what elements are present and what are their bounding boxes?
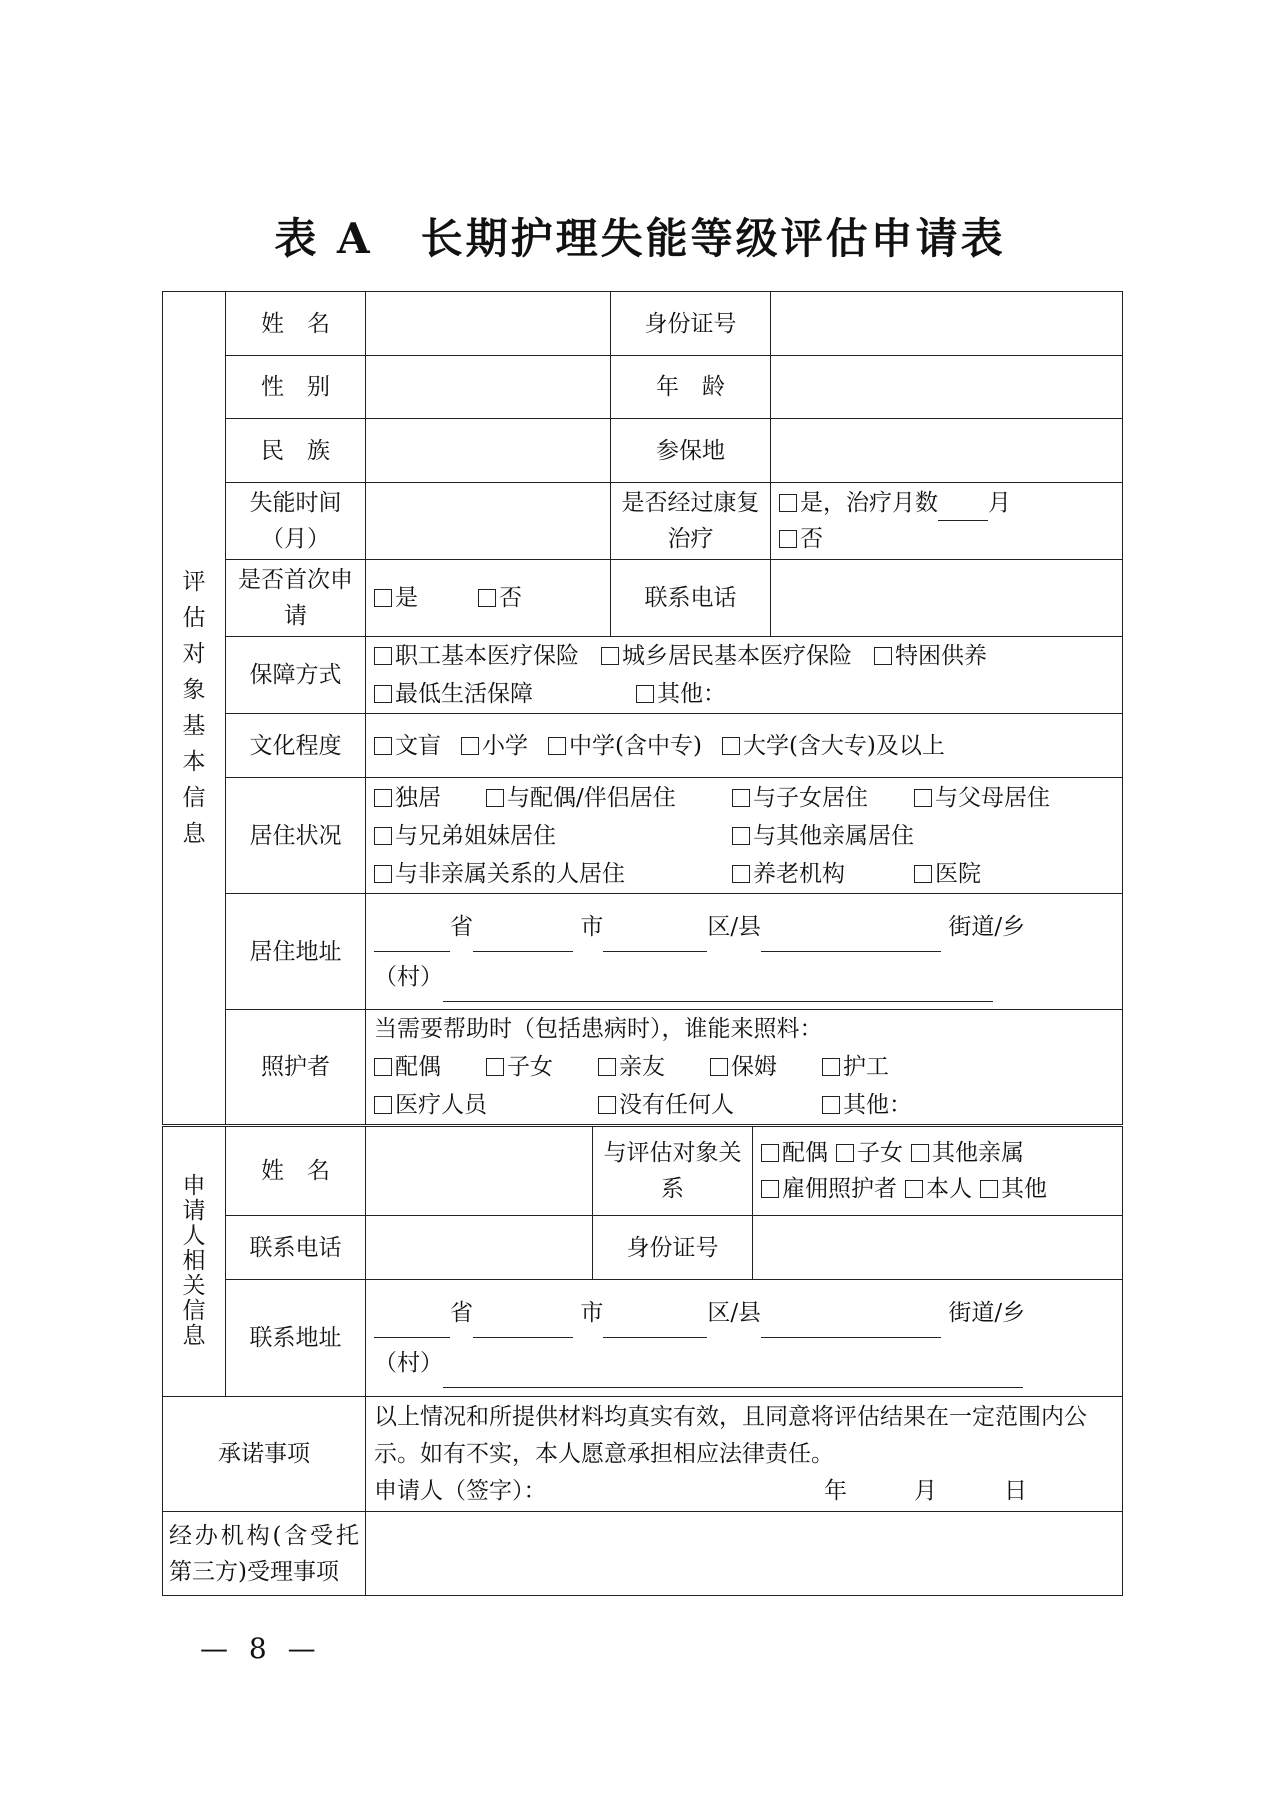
security-option-label: 城乡居民基本医疗保险 bbox=[622, 643, 852, 669]
education-option-label: 文盲 bbox=[395, 732, 441, 759]
relation-option-label: 本人 bbox=[926, 1176, 972, 1202]
agency-field[interactable] bbox=[366, 1512, 1123, 1596]
living-option-checkbox[interactable] bbox=[374, 827, 392, 845]
applicant-phone-field[interactable] bbox=[366, 1216, 593, 1280]
security-label: 保障方式 bbox=[226, 637, 366, 714]
first-no-checkbox[interactable] bbox=[478, 589, 496, 607]
caregiver-option-label: 其他： bbox=[843, 1092, 912, 1118]
caregiver-option-label: 没有任何人 bbox=[619, 1092, 734, 1118]
rehab-yes-label: 是，治疗月数 bbox=[800, 490, 938, 516]
year-label: 年 bbox=[824, 1477, 847, 1504]
living-option-label: 与兄弟姐妹居住 bbox=[395, 822, 556, 849]
first-yes-label: 是 bbox=[395, 585, 418, 611]
caregiver-option-checkbox[interactable] bbox=[598, 1096, 616, 1114]
applicant-name-field[interactable] bbox=[366, 1127, 593, 1216]
caregiver-option-label: 医疗人员 bbox=[395, 1092, 487, 1118]
city-field[interactable] bbox=[473, 1311, 573, 1338]
disability-time-field[interactable] bbox=[366, 483, 611, 560]
disability-time-label: 失能时间（月） bbox=[226, 483, 366, 560]
living-option-checkbox[interactable] bbox=[374, 865, 392, 883]
living-option-label: 与配偶/伴侣居住 bbox=[507, 784, 676, 811]
relation-option-label: 子女 bbox=[857, 1140, 903, 1166]
insured-place-label: 参保地 bbox=[611, 419, 771, 483]
province-field[interactable] bbox=[374, 1311, 450, 1338]
district-field[interactable] bbox=[603, 925, 707, 952]
name-field[interactable] bbox=[366, 292, 611, 356]
province-label: 省 bbox=[450, 913, 473, 940]
caregiver-option-checkbox[interactable] bbox=[374, 1096, 392, 1114]
living-option-checkbox[interactable] bbox=[914, 865, 932, 883]
relation-option-checkbox[interactable] bbox=[836, 1144, 854, 1162]
caregiver-option-checkbox[interactable] bbox=[486, 1058, 504, 1076]
table-code: 表 A bbox=[274, 214, 373, 263]
caregiver-option-label: 护工 bbox=[843, 1054, 889, 1080]
applicant-address-label: 联系地址 bbox=[226, 1280, 366, 1397]
education-option-checkbox[interactable] bbox=[722, 737, 740, 755]
relation-option-checkbox[interactable] bbox=[761, 1180, 779, 1198]
living-option-label: 与子女居住 bbox=[753, 784, 868, 811]
district-label: 区/县 bbox=[707, 913, 762, 940]
caregiver-label: 照护者 bbox=[226, 1010, 366, 1125]
district-field[interactable] bbox=[603, 1311, 707, 1338]
relation-option-label: 配偶 bbox=[782, 1140, 828, 1166]
rehab-no-checkbox[interactable] bbox=[779, 530, 797, 548]
section1-label: 评估对象基本信息 bbox=[163, 292, 226, 1125]
applicant-name-label: 姓 名 bbox=[226, 1127, 366, 1216]
living-option-checkbox[interactable] bbox=[732, 865, 750, 883]
id-field[interactable] bbox=[771, 292, 1123, 356]
rehab-yes-checkbox[interactable] bbox=[779, 494, 797, 512]
education-option-label: 大学(含大专)及以上 bbox=[742, 732, 945, 759]
living-option-label: 与父母居住 bbox=[935, 784, 1050, 811]
applicant-form bbox=[162, 1126, 1123, 1596]
relation-option-checkbox[interactable] bbox=[911, 1144, 929, 1162]
rehab-no-label: 否 bbox=[800, 526, 823, 552]
village-label: （村） bbox=[374, 1350, 443, 1376]
caregiver-option-label: 子女 bbox=[507, 1054, 553, 1080]
first-no-label: 否 bbox=[499, 585, 522, 611]
first-apply-label: 是否首次申请 bbox=[226, 560, 366, 637]
security-option-checkbox[interactable] bbox=[874, 647, 892, 665]
rehab-month-unit: 月 bbox=[988, 490, 1011, 516]
street-field[interactable] bbox=[761, 925, 941, 952]
relation-option-checkbox[interactable] bbox=[980, 1180, 998, 1198]
caregiver-option-checkbox[interactable] bbox=[822, 1096, 840, 1114]
first-apply-options bbox=[366, 560, 611, 637]
living-option-checkbox[interactable] bbox=[732, 789, 750, 807]
living-option-checkbox[interactable] bbox=[732, 827, 750, 845]
relation-label: 与评估对象关系 bbox=[593, 1127, 753, 1216]
living-option-label: 医院 bbox=[935, 860, 981, 887]
relation-option-label: 其他 bbox=[1001, 1176, 1047, 1202]
first-yes-checkbox[interactable] bbox=[374, 589, 392, 607]
signature-label: 申请人（签字）： bbox=[374, 1477, 547, 1504]
street-label: 街道/乡 bbox=[948, 913, 1026, 940]
page-title bbox=[0, 206, 1280, 266]
living-option-checkbox[interactable] bbox=[374, 789, 392, 807]
security-option-label: 特困供养 bbox=[895, 643, 987, 669]
page-number: — 8 — bbox=[200, 1632, 322, 1665]
city-field[interactable] bbox=[473, 925, 573, 952]
relation-option-label: 雇佣照护者 bbox=[782, 1176, 897, 1202]
gender-field[interactable] bbox=[366, 356, 611, 419]
education-option-label: 小学 bbox=[482, 732, 528, 759]
rehab-months-field[interactable] bbox=[938, 494, 988, 521]
caregiver-option-checkbox[interactable] bbox=[374, 1058, 392, 1076]
applicant-phone-label: 联系电话 bbox=[226, 1216, 366, 1280]
rehab-label: 是否经过康复治疗 bbox=[611, 483, 771, 560]
age-field[interactable] bbox=[771, 356, 1123, 419]
commitment-cell bbox=[366, 1397, 1123, 1512]
address-fields bbox=[366, 894, 1123, 1010]
district-label: 区/县 bbox=[707, 1300, 762, 1326]
education-option-checkbox[interactable] bbox=[548, 737, 566, 755]
name-label: 姓 名 bbox=[226, 292, 366, 356]
insured-place-field[interactable] bbox=[771, 419, 1123, 483]
security-option-label: 职工基本医疗保险 bbox=[395, 643, 579, 669]
education-options bbox=[366, 714, 1123, 778]
living-option-label: 独居 bbox=[395, 784, 441, 811]
city-label: 市 bbox=[580, 913, 604, 940]
phone-label: 联系电话 bbox=[611, 560, 771, 637]
agency-label: 经办机构(含受托第三方)受理事项 bbox=[163, 1512, 366, 1596]
village-field[interactable] bbox=[443, 1361, 1023, 1388]
security-option-label: 其他： bbox=[657, 681, 726, 707]
rehab-options bbox=[771, 483, 1123, 560]
ethnicity-field[interactable] bbox=[366, 419, 611, 483]
relation-option-checkbox[interactable] bbox=[905, 1180, 923, 1198]
security-options bbox=[366, 637, 1123, 714]
living-option-checkbox[interactable] bbox=[914, 789, 932, 807]
village-label: （村） bbox=[374, 963, 443, 990]
age-label: 年 龄 bbox=[611, 356, 771, 419]
applicant-id-label: 身份证号 bbox=[593, 1216, 753, 1280]
commitment-text: 以上情况和所提供材料均真实有效，且同意将评估结果在一定范围内公示。如有不实，本人愿意承担相应法律责任。 bbox=[374, 1403, 1087, 1467]
province-label: 省 bbox=[450, 1300, 473, 1326]
caregiver-option-label: 亲友 bbox=[619, 1054, 665, 1080]
caregiver-question: 当需要帮助时（包括患病时），谁能来照料： bbox=[374, 1016, 823, 1042]
city-label: 市 bbox=[580, 1300, 604, 1326]
caregiver-option-checkbox[interactable] bbox=[710, 1058, 728, 1076]
section2-label: 申请人相关信息 bbox=[163, 1127, 226, 1397]
relation-option-checkbox[interactable] bbox=[761, 1144, 779, 1162]
caregiver-option-checkbox[interactable] bbox=[822, 1058, 840, 1076]
education-label: 文化程度 bbox=[226, 714, 366, 778]
relation-option-label: 其他亲属 bbox=[932, 1140, 1024, 1166]
education-option-checkbox[interactable] bbox=[374, 737, 392, 755]
living-options bbox=[366, 778, 1123, 894]
security-option-checkbox[interactable] bbox=[374, 647, 392, 665]
address-label: 居住地址 bbox=[226, 894, 366, 1010]
security-option-checkbox[interactable] bbox=[636, 685, 654, 703]
security-option-label: 最低生活保障 bbox=[395, 681, 533, 707]
applicant-address-fields bbox=[366, 1280, 1123, 1397]
day-label: 日 bbox=[1004, 1477, 1027, 1504]
month-label: 月 bbox=[914, 1477, 937, 1504]
table-title: 长期护理失能等级评估申请表 bbox=[420, 214, 1006, 263]
applicant-id-field[interactable] bbox=[753, 1216, 1123, 1280]
living-label: 居住状况 bbox=[226, 778, 366, 894]
education-option-checkbox[interactable] bbox=[461, 737, 479, 755]
relation-options bbox=[753, 1127, 1123, 1216]
phone-field[interactable] bbox=[771, 560, 1123, 637]
security-option-checkbox[interactable] bbox=[601, 647, 619, 665]
caregiver-options bbox=[366, 1010, 1123, 1125]
education-option-label: 中学(含中专) bbox=[569, 732, 702, 759]
id-label: 身份证号 bbox=[611, 292, 771, 356]
living-option-label: 养老机构 bbox=[753, 860, 845, 887]
village-field[interactable] bbox=[443, 975, 993, 1002]
living-option-label: 与其他亲属居住 bbox=[753, 822, 914, 849]
caregiver-option-label: 保姆 bbox=[731, 1054, 777, 1080]
application-form bbox=[162, 291, 1123, 1125]
security-option-checkbox[interactable] bbox=[374, 685, 392, 703]
commitment-label: 承诺事项 bbox=[163, 1397, 366, 1512]
caregiver-option-checkbox[interactable] bbox=[598, 1058, 616, 1076]
province-field[interactable] bbox=[374, 925, 450, 952]
living-option-label: 与非亲属关系的人居住 bbox=[395, 860, 625, 887]
ethnicity-label: 民 族 bbox=[226, 419, 366, 483]
street-field[interactable] bbox=[761, 1311, 941, 1338]
street-label: 街道/乡 bbox=[948, 1300, 1026, 1326]
living-option-checkbox[interactable] bbox=[486, 789, 504, 807]
caregiver-option-label: 配偶 bbox=[395, 1054, 441, 1080]
gender-label: 性 别 bbox=[226, 356, 366, 419]
